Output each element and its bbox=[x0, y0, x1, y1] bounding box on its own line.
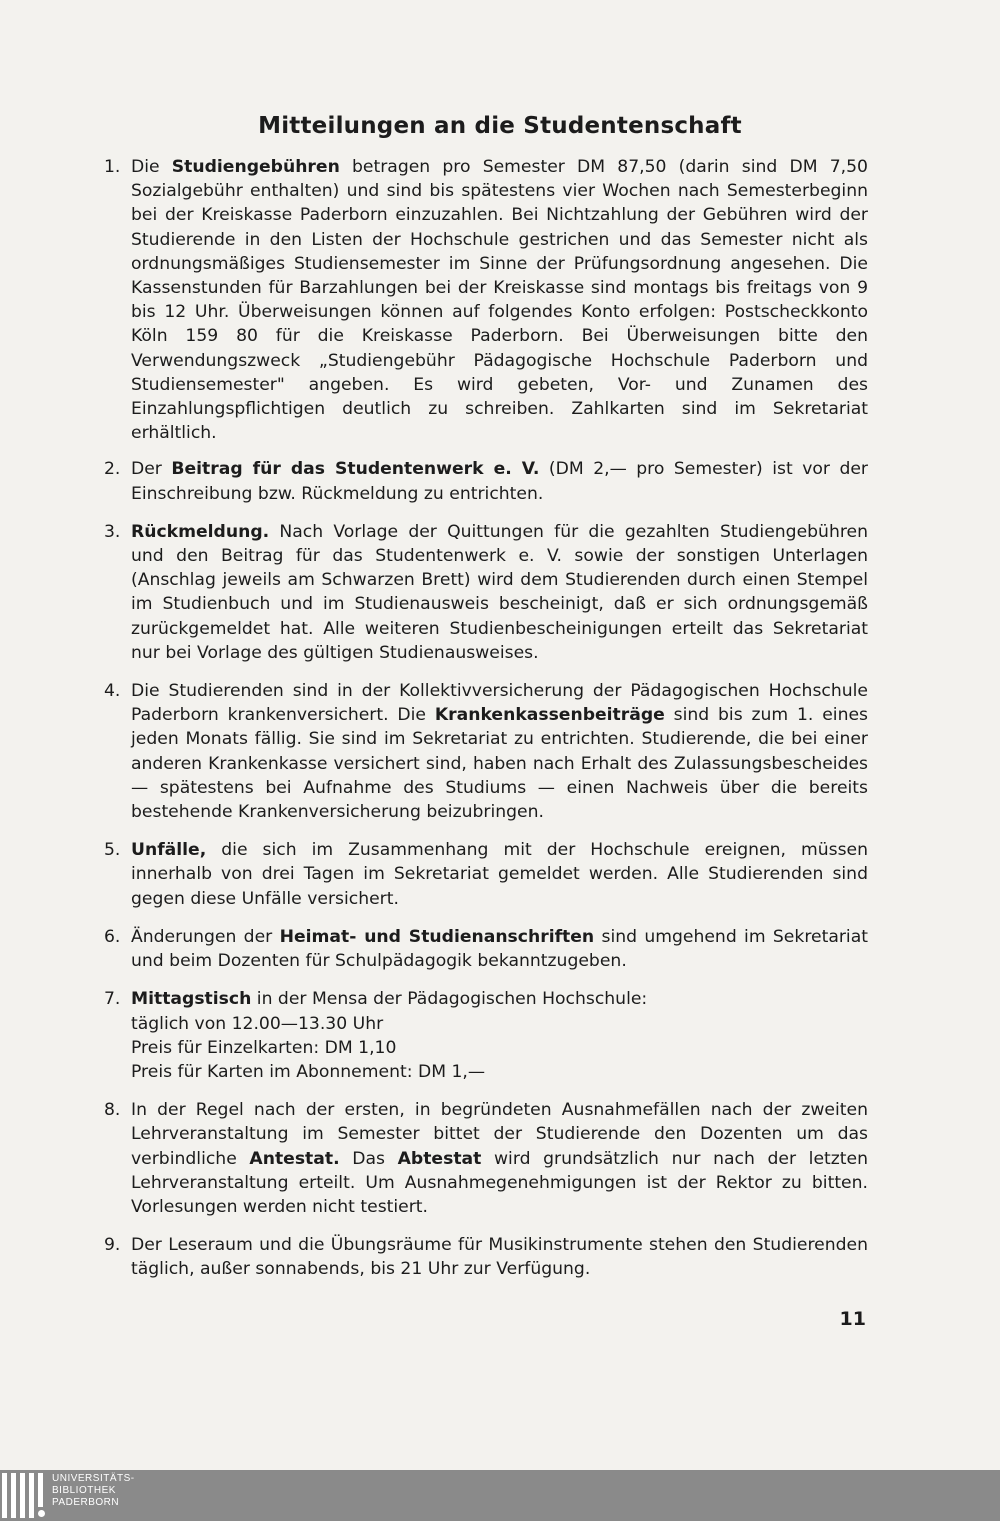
text-run: wird grundsätzlich nur nach der letzten Lehrveranstaltung erteilt. Um Ausnahmegenehmigungen ist der Rektor zu bitten. Vorlesungen werden nicht testiert. bbox=[131, 1148, 868, 1217]
page-title: Mitteilungen an die Studentenschaft bbox=[258, 113, 742, 139]
item-number: 4. bbox=[104, 681, 121, 702]
text-run: In der Regel nach der ersten, in begründeten Ausnahmefällen nach der zweiten Lehrveranstaltung im Semester bittet der Studierende den Dozenten um das verbindliche bbox=[131, 1100, 868, 1169]
item-number: 2. bbox=[104, 459, 121, 480]
bold-term: Rückmeldung. bbox=[131, 521, 270, 542]
notice-item bbox=[104, 679, 868, 824]
text-run: (DM 2,— pro Semester) ist vor der Einschreibung bzw. Rückmeldung zu entrichten. bbox=[131, 459, 868, 504]
item-number: 1. bbox=[104, 157, 121, 177]
text-run: Änderungen der bbox=[131, 926, 280, 947]
notice-list bbox=[104, 155, 868, 1282]
notice-item bbox=[104, 987, 868, 1084]
notice-item bbox=[104, 155, 868, 445]
item-number: 9. bbox=[104, 1235, 121, 1256]
library-name-line: PADERBORN bbox=[52, 1497, 120, 1508]
bold-term: Heimat- und Studienanschriften bbox=[279, 926, 595, 947]
text-run: Die bbox=[131, 157, 172, 177]
text-run: Das bbox=[339, 1148, 398, 1169]
notice-item bbox=[104, 925, 868, 973]
item-number: 3. bbox=[104, 521, 121, 542]
library-name-line: BIBLIOTHEK bbox=[52, 1485, 116, 1496]
notice-item bbox=[104, 1098, 868, 1219]
item-text bbox=[131, 838, 868, 911]
notice-item bbox=[104, 457, 868, 505]
item-number: 8. bbox=[104, 1100, 121, 1121]
notice-item bbox=[104, 838, 868, 911]
item-number: 6. bbox=[104, 926, 121, 947]
notice-item bbox=[104, 1233, 868, 1281]
text-run: sind bis zum 1. eines jeden Monats fällig. Sie sind im Sekretariat zu entrichten. Studierende, die bei einer anderen Krankenkasse versichert sind, haben nach Erhalt des Zulassungsbescheides — spätestens bei Aufnahme des Studiums — einen Nachweis über die bereits bestehende Krankenversicherung beizubringen. bbox=[131, 705, 868, 823]
item-number: 5. bbox=[104, 840, 121, 861]
library-name-line: UNIVERSITÄTS- bbox=[52, 1473, 135, 1484]
item-text bbox=[131, 520, 868, 665]
text-run: die sich im Zusammenhang mit der Hochschule ereignen, müssen innerhalb von drei Tagen im Sekretariat gemeldet werden. Alle Studierenden sind gegen diese Unfälle versichert. bbox=[131, 840, 868, 909]
item-text bbox=[131, 679, 868, 824]
bold-term: Beitrag für das Studentenwerk e. V. bbox=[171, 459, 540, 480]
bold-term: Unfälle, bbox=[131, 840, 207, 861]
item-detail-line: Preis für Karten im Abonnement: DM 1,— bbox=[131, 1061, 486, 1082]
bold-term: Mittagstisch bbox=[131, 989, 252, 1010]
bold-term: Abtestat bbox=[397, 1148, 482, 1169]
library-name bbox=[52, 1473, 135, 1509]
bold-term: Studiengebühren bbox=[171, 157, 340, 177]
item-text bbox=[131, 987, 868, 1011]
text-run: Der bbox=[131, 459, 172, 480]
item-text bbox=[131, 457, 868, 505]
text-run: Der Leseraum und die Übungsräume für Musikinstrumente stehen den Studierenden täglich, außer sonnabends, bis 21 Uhr zur Verfügung. bbox=[131, 1235, 868, 1280]
page-number: 11 bbox=[839, 1308, 866, 1330]
text-run: Die Studierenden sind in der Kollektivversicherung der Pädagogischen Hochschule Paderborn krankenversichert. Die bbox=[131, 681, 868, 726]
text-run: Nach Vorlage der Quittungen für die gezahlten Studiengebühren und den Beitrag für das Studentenwerk e. V. sowie der sonstigen Unterlagen (Anschlag jeweils am Schwarzen Brett) wird dem Studierenden durch einen Stempel im Studienbuch und im Studienausweis bescheinigt, daß er sich ordnungsgemäß zurückgemeldet hat. Alle weiteren Studienbescheinigungen erteilt das Sekretariat nur bei Vorlage des gültigen Studienausweises. bbox=[131, 521, 868, 663]
item-text bbox=[131, 1233, 868, 1281]
item-number: 7. bbox=[104, 989, 121, 1010]
item-text bbox=[131, 925, 868, 973]
library-footer bbox=[0, 1470, 1000, 1521]
text-run: betragen pro Semester DM 87,50 (darin sind DM 7,50 Sozialgebühr enthalten) und sind bis spätestens vier Wochen nach Semesterbeginn bei der Kreiskasse Paderborn einzuzahlen. Bei Nichtzahlung der Gebühren wird der Studierende in den Listen der Hochschule gestrichen und das Semester nicht als ordnungsmäßiges Studiensemester im Sinne der Prüfungsordnung angesehen. Die Kassenstunden für Barzahlungen bei der Kreiskasse sind montags bis freitags von 9 bis 12 Uhr. Überweisungen können auf folgendes Konto erfolgen: Postscheckkonto Köln 159 80 für die Kreiskasse Paderborn. Bei Überweisungen bitte den Verwendungszweck „Studiengebühr Pädagogische Hochschule Paderborn und Studiensemester" angeben. Es wird gebeten, Vor- und Zunamen des Einzahlungspflichtigen deutlich zu schreiben. Zahlkarten sind im Sekretariat erhältlich. bbox=[131, 157, 868, 444]
item-detail-line: Preis für Einzelkarten: DM 1,10 bbox=[131, 1037, 397, 1058]
item-text bbox=[131, 1098, 868, 1219]
text-run: sind umgehend im Sekretariat und beim Dozenten für Schulpädagogik bekanntzugeben. bbox=[131, 926, 868, 972]
bold-term: Krankenkassenbeiträge bbox=[434, 705, 665, 726]
text-run: in der Mensa der Pädagogischen Hochschule: bbox=[251, 989, 648, 1010]
library-logo-dot-icon bbox=[38, 1510, 45, 1517]
notice-item bbox=[104, 520, 868, 665]
bold-term: Antestat. bbox=[249, 1148, 340, 1169]
item-detail-line: täglich von 12.00—13.30 Uhr bbox=[131, 1013, 384, 1034]
item-text bbox=[131, 155, 868, 445]
